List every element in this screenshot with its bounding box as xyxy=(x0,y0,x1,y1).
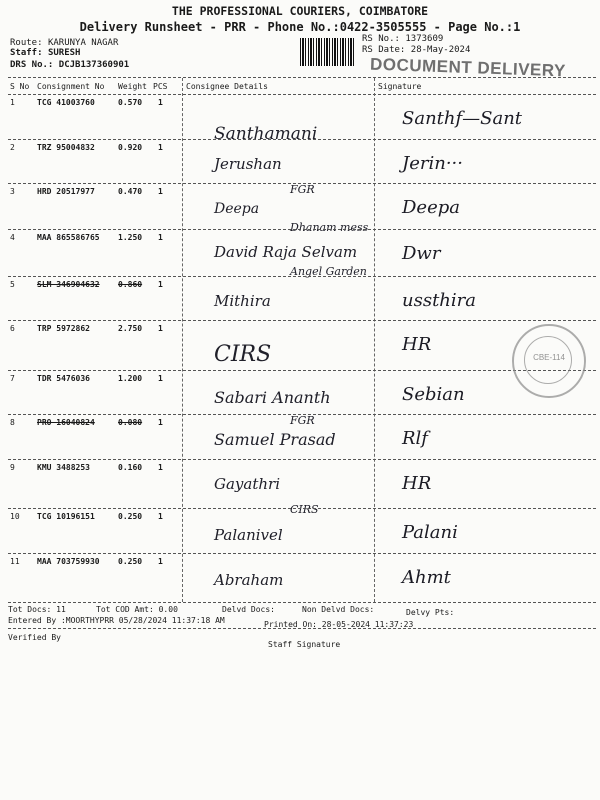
tot-docs: Tot Docs: 11 xyxy=(8,605,66,614)
row-sno: 9 xyxy=(10,463,15,472)
non-delvd-docs: Non Delvd Docs: xyxy=(302,605,375,614)
row-divider xyxy=(8,553,596,554)
row-consignment-no: TRZ 95004832 xyxy=(37,143,95,152)
drs-value: DCJB137360901 xyxy=(58,60,130,70)
row-signature: Palani xyxy=(402,522,458,543)
row-consignee-note: Angel Garden xyxy=(290,265,367,278)
row-consignee-name: Samuel Prasad xyxy=(214,430,336,449)
rs-no-line: RS No.: 1373609 xyxy=(362,34,444,44)
row-weight: 0.250 xyxy=(118,557,143,566)
col-consignee: Consignee Details xyxy=(186,82,268,91)
row-signature: Deepa xyxy=(402,197,460,218)
row-consignee-note: FGR xyxy=(290,414,315,427)
row-sno: 8 xyxy=(10,418,15,427)
row-signature: Dwr xyxy=(402,243,441,264)
col-pcs: PCS xyxy=(153,82,168,91)
row-consignee-name: Gayathri xyxy=(214,475,280,493)
row-sno: 3 xyxy=(10,187,15,196)
row-consignee-name: Palanivel xyxy=(214,526,283,544)
row-divider xyxy=(8,414,596,415)
row-consignment-no: PRO 16040824 xyxy=(37,418,95,427)
row-consignee-name: Sabari Ananth xyxy=(214,388,331,407)
col-divider-signature xyxy=(374,78,375,602)
row-consignment-no: KMU 3488253 xyxy=(37,463,90,472)
row-pcs: 1 xyxy=(158,324,163,333)
row-consignment-no: MAA 865586765 xyxy=(37,233,100,242)
row-weight: 0.080 xyxy=(118,418,143,427)
row-consignment-no: SLM 346904632 xyxy=(37,280,100,289)
row-pcs: 1 xyxy=(158,418,163,427)
rs-date-line: RS Date: 28-May-2024 xyxy=(362,45,471,55)
barcode xyxy=(300,38,356,66)
row-pcs: 1 xyxy=(158,233,163,242)
row-sno: 7 xyxy=(10,374,15,383)
row-pcs: 1 xyxy=(158,374,163,383)
row-weight: 0.470 xyxy=(118,187,143,196)
row-consignee-name: Jerushan xyxy=(214,155,282,173)
row-consignee-note: FGR xyxy=(290,183,315,196)
row-weight: 2.750 xyxy=(118,324,143,333)
delvy-pts: Delvy Pts: xyxy=(406,608,455,617)
row-consignment-no: HRD 20517977 xyxy=(37,187,95,196)
printed-on: Printed On: 28-05-2024 11:37:23 xyxy=(264,620,414,629)
row-weight: 1.200 xyxy=(118,374,143,383)
row-sno: 10 xyxy=(10,512,20,521)
col-sno: S No xyxy=(10,82,30,91)
round-seal-stamp: CBE-114 xyxy=(512,324,586,398)
row-pcs: 1 xyxy=(158,187,163,196)
row-divider xyxy=(8,320,596,321)
row-weight: 0.920 xyxy=(118,143,143,152)
document-delivery-stamp: DOCUMENT DELIVERY xyxy=(369,54,567,81)
col-signature: Signature xyxy=(378,82,422,91)
row-weight: 0.860 xyxy=(118,280,143,289)
staff-value: SURESH xyxy=(47,48,81,58)
drs-line: DRS No.: DCJB137360901 xyxy=(10,60,130,70)
row-divider xyxy=(8,229,596,230)
row-pcs: 1 xyxy=(158,98,163,107)
row-consignee-note: Dhanam mess xyxy=(290,221,369,234)
row-consignment-no: TRP 5972862 xyxy=(37,324,90,333)
row-signature: Santhf—Sant xyxy=(402,108,523,129)
row-consignee-name: David Raja Selvam xyxy=(214,243,358,261)
route-value: KARUNYA NAGAR xyxy=(47,38,119,48)
row-signature: Ahmt xyxy=(402,567,451,588)
row-divider xyxy=(8,139,596,140)
row-consignee-name: Deepa xyxy=(214,201,260,217)
row-divider xyxy=(8,276,596,277)
row-consignment-no: MAA 703759930 xyxy=(37,557,100,566)
row-sno: 6 xyxy=(10,324,15,333)
row-consignment-no: TDR 5476036 xyxy=(37,374,90,383)
row-sno: 4 xyxy=(10,233,15,242)
row-weight: 0.250 xyxy=(118,512,143,521)
verified-by: Verified By xyxy=(8,633,61,642)
header-divider-top xyxy=(8,77,596,78)
row-pcs: 1 xyxy=(158,143,163,152)
row-signature: Sebian xyxy=(402,384,465,405)
row-divider xyxy=(8,508,596,509)
row-signature: HR xyxy=(402,334,432,355)
row-pcs: 1 xyxy=(158,512,163,521)
runsheet-subtitle: Delivery Runsheet - PRR - Phone No.:0422-3505555 - Page No.:1 xyxy=(79,20,521,34)
row-signature: Jerin··· xyxy=(402,153,463,174)
row-sno: 5 xyxy=(10,280,15,289)
row-weight: 1.250 xyxy=(118,233,143,242)
header-divider-bottom xyxy=(8,94,596,95)
footer-divider xyxy=(8,602,596,603)
company-title: THE PROFESSIONAL COURIERS, COIMBATORE xyxy=(171,4,429,18)
row-consignee-name: Abraham xyxy=(214,571,284,589)
col-consignment: Consignment No xyxy=(37,82,105,91)
row-pcs: 1 xyxy=(158,280,163,289)
row-pcs: 1 xyxy=(158,463,163,472)
row-signature: HR xyxy=(402,473,432,494)
row-weight: 0.570 xyxy=(118,98,143,107)
row-sno: 11 xyxy=(10,557,20,566)
staff-signature-label: Staff Signature xyxy=(268,640,341,649)
row-consignee-name: CIRS xyxy=(214,342,272,367)
row-sno: 2 xyxy=(10,143,15,152)
tot-cod: Tot COD Amt: 0.00 xyxy=(96,605,178,614)
row-weight: 0.160 xyxy=(118,463,143,472)
entered-by: Entered By :MOORTHYPRR 05/28/2024 11:37:18 AM xyxy=(8,616,225,625)
row-signature: ussthira xyxy=(402,290,476,311)
footer-divider-2 xyxy=(8,628,596,629)
col-divider-consignee xyxy=(182,78,183,602)
staff-line: Staff: SURESH xyxy=(10,48,81,58)
delvd-docs: Delvd Docs: xyxy=(222,605,275,614)
row-consignment-no: TCG 10196151 xyxy=(37,512,95,521)
row-consignee-name: Mithira xyxy=(214,292,271,310)
row-sno: 1 xyxy=(10,98,15,107)
row-signature: Rlf xyxy=(402,428,428,449)
row-consignee-name: Santhamani xyxy=(214,124,318,144)
row-divider xyxy=(8,370,596,371)
row-divider xyxy=(8,183,596,184)
row-consignment-no: TCG 41003760 xyxy=(37,98,95,107)
row-divider xyxy=(8,459,596,460)
col-weight: Weight xyxy=(118,82,147,91)
row-pcs: 1 xyxy=(158,557,163,566)
route-line: Route: KARUNYA NAGAR xyxy=(10,38,119,48)
row-consignee-note: CIRS xyxy=(290,503,319,516)
